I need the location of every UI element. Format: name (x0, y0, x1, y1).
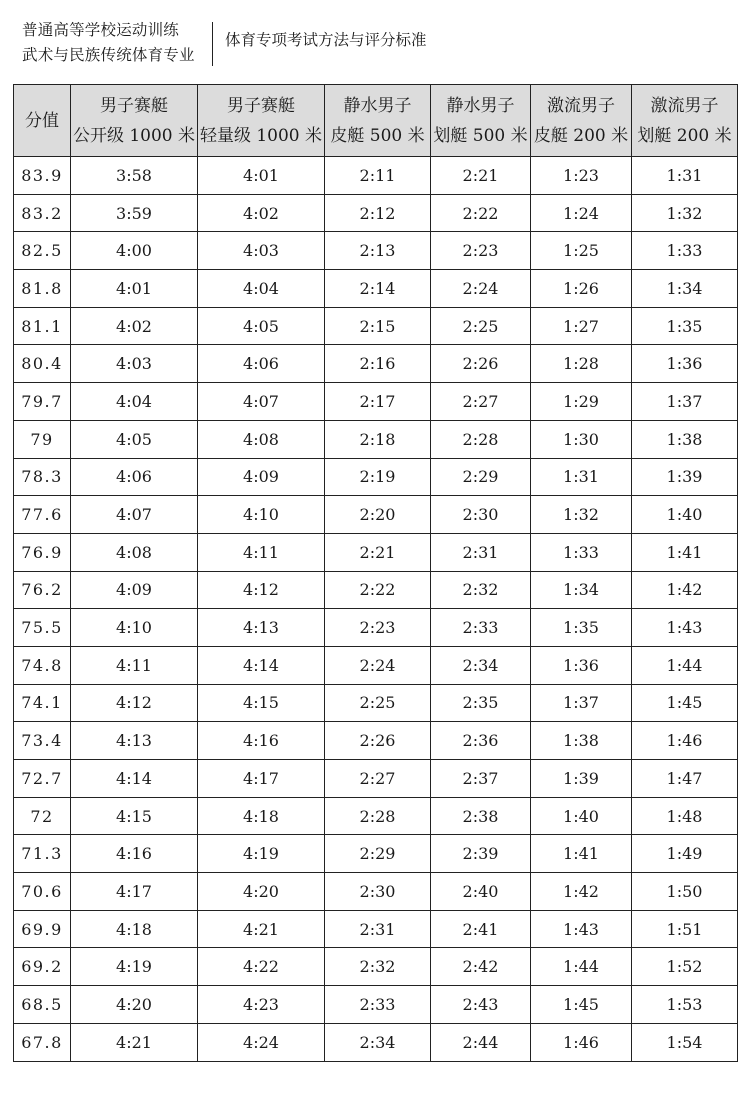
table-row (14, 1023, 738, 1061)
score-table (13, 84, 738, 1062)
time-cell: 2:27 (325, 760, 431, 798)
score-cell: 74.1 (14, 684, 71, 722)
header-title: 体育专项考试方法与评分标准 (225, 31, 427, 49)
time-cell: 2:44 (431, 1023, 531, 1061)
time-cell: 4:21 (71, 1023, 198, 1061)
column-header-line-2: 轻量级 1000 米 (199, 125, 323, 146)
time-cell: 2:16 (325, 345, 431, 383)
time-cell: 1:42 (531, 873, 632, 911)
time-cell: 1:40 (632, 496, 738, 534)
time-cell: 4:03 (198, 232, 325, 270)
column-header-line-1: 分值 (25, 110, 59, 131)
time-cell: 1:23 (531, 157, 632, 195)
time-cell: 2:40 (431, 873, 531, 911)
score-cell: 74.8 (14, 646, 71, 684)
table-row (14, 533, 738, 571)
header-divider (212, 22, 213, 66)
time-cell: 1:33 (632, 232, 738, 270)
header-row (14, 85, 738, 157)
time-cell: 2:31 (325, 910, 431, 948)
time-cell: 2:23 (325, 609, 431, 647)
column-header-3 (325, 85, 431, 157)
table-row (14, 722, 738, 760)
time-cell: 1:32 (531, 496, 632, 534)
score-cell: 79.7 (14, 383, 71, 421)
time-cell: 2:31 (431, 533, 531, 571)
table-row (14, 270, 738, 308)
time-cell: 1:29 (531, 383, 632, 421)
time-cell: 1:38 (531, 722, 632, 760)
time-cell: 4:05 (71, 420, 198, 458)
time-cell: 2:20 (325, 496, 431, 534)
time-cell: 4:02 (198, 194, 325, 232)
score-cell: 75.5 (14, 609, 71, 647)
table-row (14, 345, 738, 383)
time-cell: 2:27 (431, 383, 531, 421)
score-cell: 83.2 (14, 194, 71, 232)
time-cell: 4:08 (71, 533, 198, 571)
time-cell: 2:25 (431, 307, 531, 345)
time-cell: 1:31 (531, 458, 632, 496)
score-cell: 78.3 (14, 458, 71, 496)
time-cell: 1:44 (632, 646, 738, 684)
column-header-2 (198, 85, 325, 157)
time-cell: 4:14 (198, 646, 325, 684)
time-cell: 4:02 (71, 307, 198, 345)
time-cell: 2:43 (431, 986, 531, 1024)
table-row (14, 571, 738, 609)
time-cell: 2:35 (431, 684, 531, 722)
score-cell: 69.2 (14, 948, 71, 986)
time-cell: 1:37 (632, 383, 738, 421)
time-cell: 1:52 (632, 948, 738, 986)
score-cell: 76.2 (14, 571, 71, 609)
time-cell: 2:11 (325, 157, 431, 195)
time-cell: 1:54 (632, 1023, 738, 1061)
score-cell: 72 (14, 797, 71, 835)
score-cell: 83.9 (14, 157, 71, 195)
time-cell: 4:06 (198, 345, 325, 383)
time-cell: 1:37 (531, 684, 632, 722)
score-cell: 77.6 (14, 496, 71, 534)
time-cell: 2:22 (431, 194, 531, 232)
score-cell: 79 (14, 420, 71, 458)
time-cell: 2:24 (431, 270, 531, 308)
table-row (14, 383, 738, 421)
table-row (14, 684, 738, 722)
table-row (14, 797, 738, 835)
score-cell: 70.6 (14, 873, 71, 911)
time-cell: 1:34 (531, 571, 632, 609)
table-row (14, 496, 738, 534)
time-cell: 1:41 (632, 533, 738, 571)
score-cell: 67.8 (14, 1023, 71, 1061)
time-cell: 2:13 (325, 232, 431, 270)
time-cell: 1:36 (632, 345, 738, 383)
table-row (14, 646, 738, 684)
time-cell: 4:04 (198, 270, 325, 308)
time-cell: 2:24 (325, 646, 431, 684)
time-cell: 4:07 (71, 496, 198, 534)
header-left (22, 18, 208, 68)
table-row (14, 420, 738, 458)
time-cell: 1:50 (632, 873, 738, 911)
time-cell: 2:30 (325, 873, 431, 911)
time-cell: 2:17 (325, 383, 431, 421)
time-cell: 1:28 (531, 345, 632, 383)
time-cell: 1:24 (531, 194, 632, 232)
time-cell: 4:22 (198, 948, 325, 986)
time-cell: 2:21 (325, 533, 431, 571)
score-cell: 69.9 (14, 910, 71, 948)
time-cell: 4:09 (71, 571, 198, 609)
time-cell: 2:18 (325, 420, 431, 458)
column-header-6 (632, 85, 738, 157)
time-cell: 2:32 (325, 948, 431, 986)
column-header-5 (531, 85, 632, 157)
time-cell: 1:46 (632, 722, 738, 760)
time-cell: 2:34 (325, 1023, 431, 1061)
column-header-line-1: 激流男子 (547, 95, 615, 116)
time-cell: 1:30 (531, 420, 632, 458)
time-cell: 4:16 (71, 835, 198, 873)
table-row (14, 910, 738, 948)
table-row (14, 948, 738, 986)
time-cell: 2:39 (431, 835, 531, 873)
score-cell: 72.7 (14, 760, 71, 798)
time-cell: 1:41 (531, 835, 632, 873)
table-row (14, 760, 738, 798)
table-row (14, 157, 738, 195)
time-cell: 2:37 (431, 760, 531, 798)
time-cell: 2:19 (325, 458, 431, 496)
time-cell: 4:17 (71, 873, 198, 911)
score-cell: 71.3 (14, 835, 71, 873)
time-cell: 4:13 (71, 722, 198, 760)
score-cell: 73.4 (14, 722, 71, 760)
time-cell: 4:07 (198, 383, 325, 421)
time-cell: 1:53 (632, 986, 738, 1024)
score-cell: 81.8 (14, 270, 71, 308)
time-cell: 2:28 (325, 797, 431, 835)
time-cell: 1:44 (531, 948, 632, 986)
time-cell: 4:15 (198, 684, 325, 722)
score-cell: 76.9 (14, 533, 71, 571)
column-header-line-2: 划艇 500 米 (433, 125, 528, 146)
time-cell: 4:15 (71, 797, 198, 835)
table-row (14, 835, 738, 873)
time-cell: 1:36 (531, 646, 632, 684)
time-cell: 3:58 (71, 157, 198, 195)
time-cell: 1:33 (531, 533, 632, 571)
time-cell: 2:23 (431, 232, 531, 270)
time-cell: 4:12 (71, 684, 198, 722)
time-cell: 1:49 (632, 835, 738, 873)
time-cell: 2:26 (325, 722, 431, 760)
time-cell: 1:26 (531, 270, 632, 308)
time-cell: 2:15 (325, 307, 431, 345)
table-body (14, 157, 738, 1062)
time-cell: 4:18 (198, 797, 325, 835)
time-cell: 4:10 (71, 609, 198, 647)
time-cell: 2:28 (431, 420, 531, 458)
time-cell: 4:19 (71, 948, 198, 986)
time-cell: 1:51 (632, 910, 738, 948)
time-cell: 1:35 (531, 609, 632, 647)
time-cell: 4:03 (71, 345, 198, 383)
time-cell: 4:24 (198, 1023, 325, 1061)
column-header-line-2: 皮艇 500 米 (330, 125, 425, 146)
time-cell: 2:29 (325, 835, 431, 873)
time-cell: 2:42 (431, 948, 531, 986)
time-cell: 4:00 (71, 232, 198, 270)
time-cell: 1:39 (531, 760, 632, 798)
column-header-4 (431, 85, 531, 157)
time-cell: 4:23 (198, 986, 325, 1024)
column-header-line-2: 划艇 200 米 (637, 125, 732, 146)
time-cell: 4:20 (71, 986, 198, 1024)
column-header-line-2: 皮艇 200 米 (533, 125, 629, 146)
time-cell: 4:06 (71, 458, 198, 496)
time-cell: 2:12 (325, 194, 431, 232)
time-cell: 1:34 (632, 270, 738, 308)
time-cell: 4:16 (198, 722, 325, 760)
score-cell: 80.4 (14, 345, 71, 383)
time-cell: 2:29 (431, 458, 531, 496)
time-cell: 1:25 (531, 232, 632, 270)
time-cell: 1:46 (531, 1023, 632, 1061)
time-cell: 4:10 (198, 496, 325, 534)
column-header-line-1: 静水男子 (343, 95, 412, 116)
time-cell: 2:41 (431, 910, 531, 948)
time-cell: 4:11 (198, 533, 325, 571)
time-cell: 2:32 (431, 571, 531, 609)
column-header-line-1: 男子赛艇 (227, 95, 295, 116)
header-line-2: 武术与民族传统体育专业 (22, 46, 195, 64)
time-cell: 4:20 (198, 873, 325, 911)
table-header (14, 85, 738, 157)
column-header-line-1: 激流男子 (650, 95, 719, 116)
score-cell: 68.5 (14, 986, 71, 1024)
table-row (14, 609, 738, 647)
time-cell: 1:39 (632, 458, 738, 496)
header-line-1: 普通高等学校运动训练 (22, 21, 180, 39)
time-cell: 4:14 (71, 760, 198, 798)
time-cell: 2:33 (325, 986, 431, 1024)
time-cell: 2:34 (431, 646, 531, 684)
time-cell: 4:18 (71, 910, 198, 948)
table-row (14, 986, 738, 1024)
time-cell: 2:21 (431, 157, 531, 195)
time-cell: 1:47 (632, 760, 738, 798)
time-cell: 4:09 (198, 458, 325, 496)
time-cell: 2:30 (431, 496, 531, 534)
time-cell: 4:05 (198, 307, 325, 345)
time-cell: 1:32 (632, 194, 738, 232)
time-cell: 4:13 (198, 609, 325, 647)
time-cell: 1:42 (632, 571, 738, 609)
page-header (22, 18, 722, 68)
time-cell: 2:38 (431, 797, 531, 835)
time-cell: 1:43 (531, 910, 632, 948)
time-cell: 4:12 (198, 571, 325, 609)
time-cell: 2:26 (431, 345, 531, 383)
time-cell: 2:33 (431, 609, 531, 647)
time-cell: 3:59 (71, 194, 198, 232)
table-row (14, 194, 738, 232)
time-cell: 1:31 (632, 157, 738, 195)
time-cell: 4:19 (198, 835, 325, 873)
column-header-line-1: 静水男子 (446, 95, 515, 116)
time-cell: 4:21 (198, 910, 325, 948)
time-cell: 1:40 (531, 797, 632, 835)
time-cell: 1:43 (632, 609, 738, 647)
time-cell: 1:35 (632, 307, 738, 345)
score-cell: 82.5 (14, 232, 71, 270)
time-cell: 4:17 (198, 760, 325, 798)
time-cell: 1:45 (531, 986, 632, 1024)
column-header-line-1: 男子赛艇 (100, 95, 168, 116)
column-header-0 (14, 85, 71, 157)
time-cell: 1:27 (531, 307, 632, 345)
time-cell: 2:22 (325, 571, 431, 609)
score-cell: 81.1 (14, 307, 71, 345)
time-cell: 4:01 (71, 270, 198, 308)
time-cell: 4:04 (71, 383, 198, 421)
time-cell: 4:01 (198, 157, 325, 195)
column-header-line-2: 公开级 1000 米 (72, 125, 196, 146)
table-row (14, 458, 738, 496)
table-row (14, 873, 738, 911)
time-cell: 4:11 (71, 646, 198, 684)
time-cell: 2:25 (325, 684, 431, 722)
time-cell: 2:14 (325, 270, 431, 308)
table-row (14, 307, 738, 345)
time-cell: 1:45 (632, 684, 738, 722)
column-header-1 (71, 85, 198, 157)
time-cell: 2:36 (431, 722, 531, 760)
time-cell: 4:08 (198, 420, 325, 458)
table-row (14, 232, 738, 270)
time-cell: 1:48 (632, 797, 738, 835)
time-cell: 1:38 (632, 420, 738, 458)
